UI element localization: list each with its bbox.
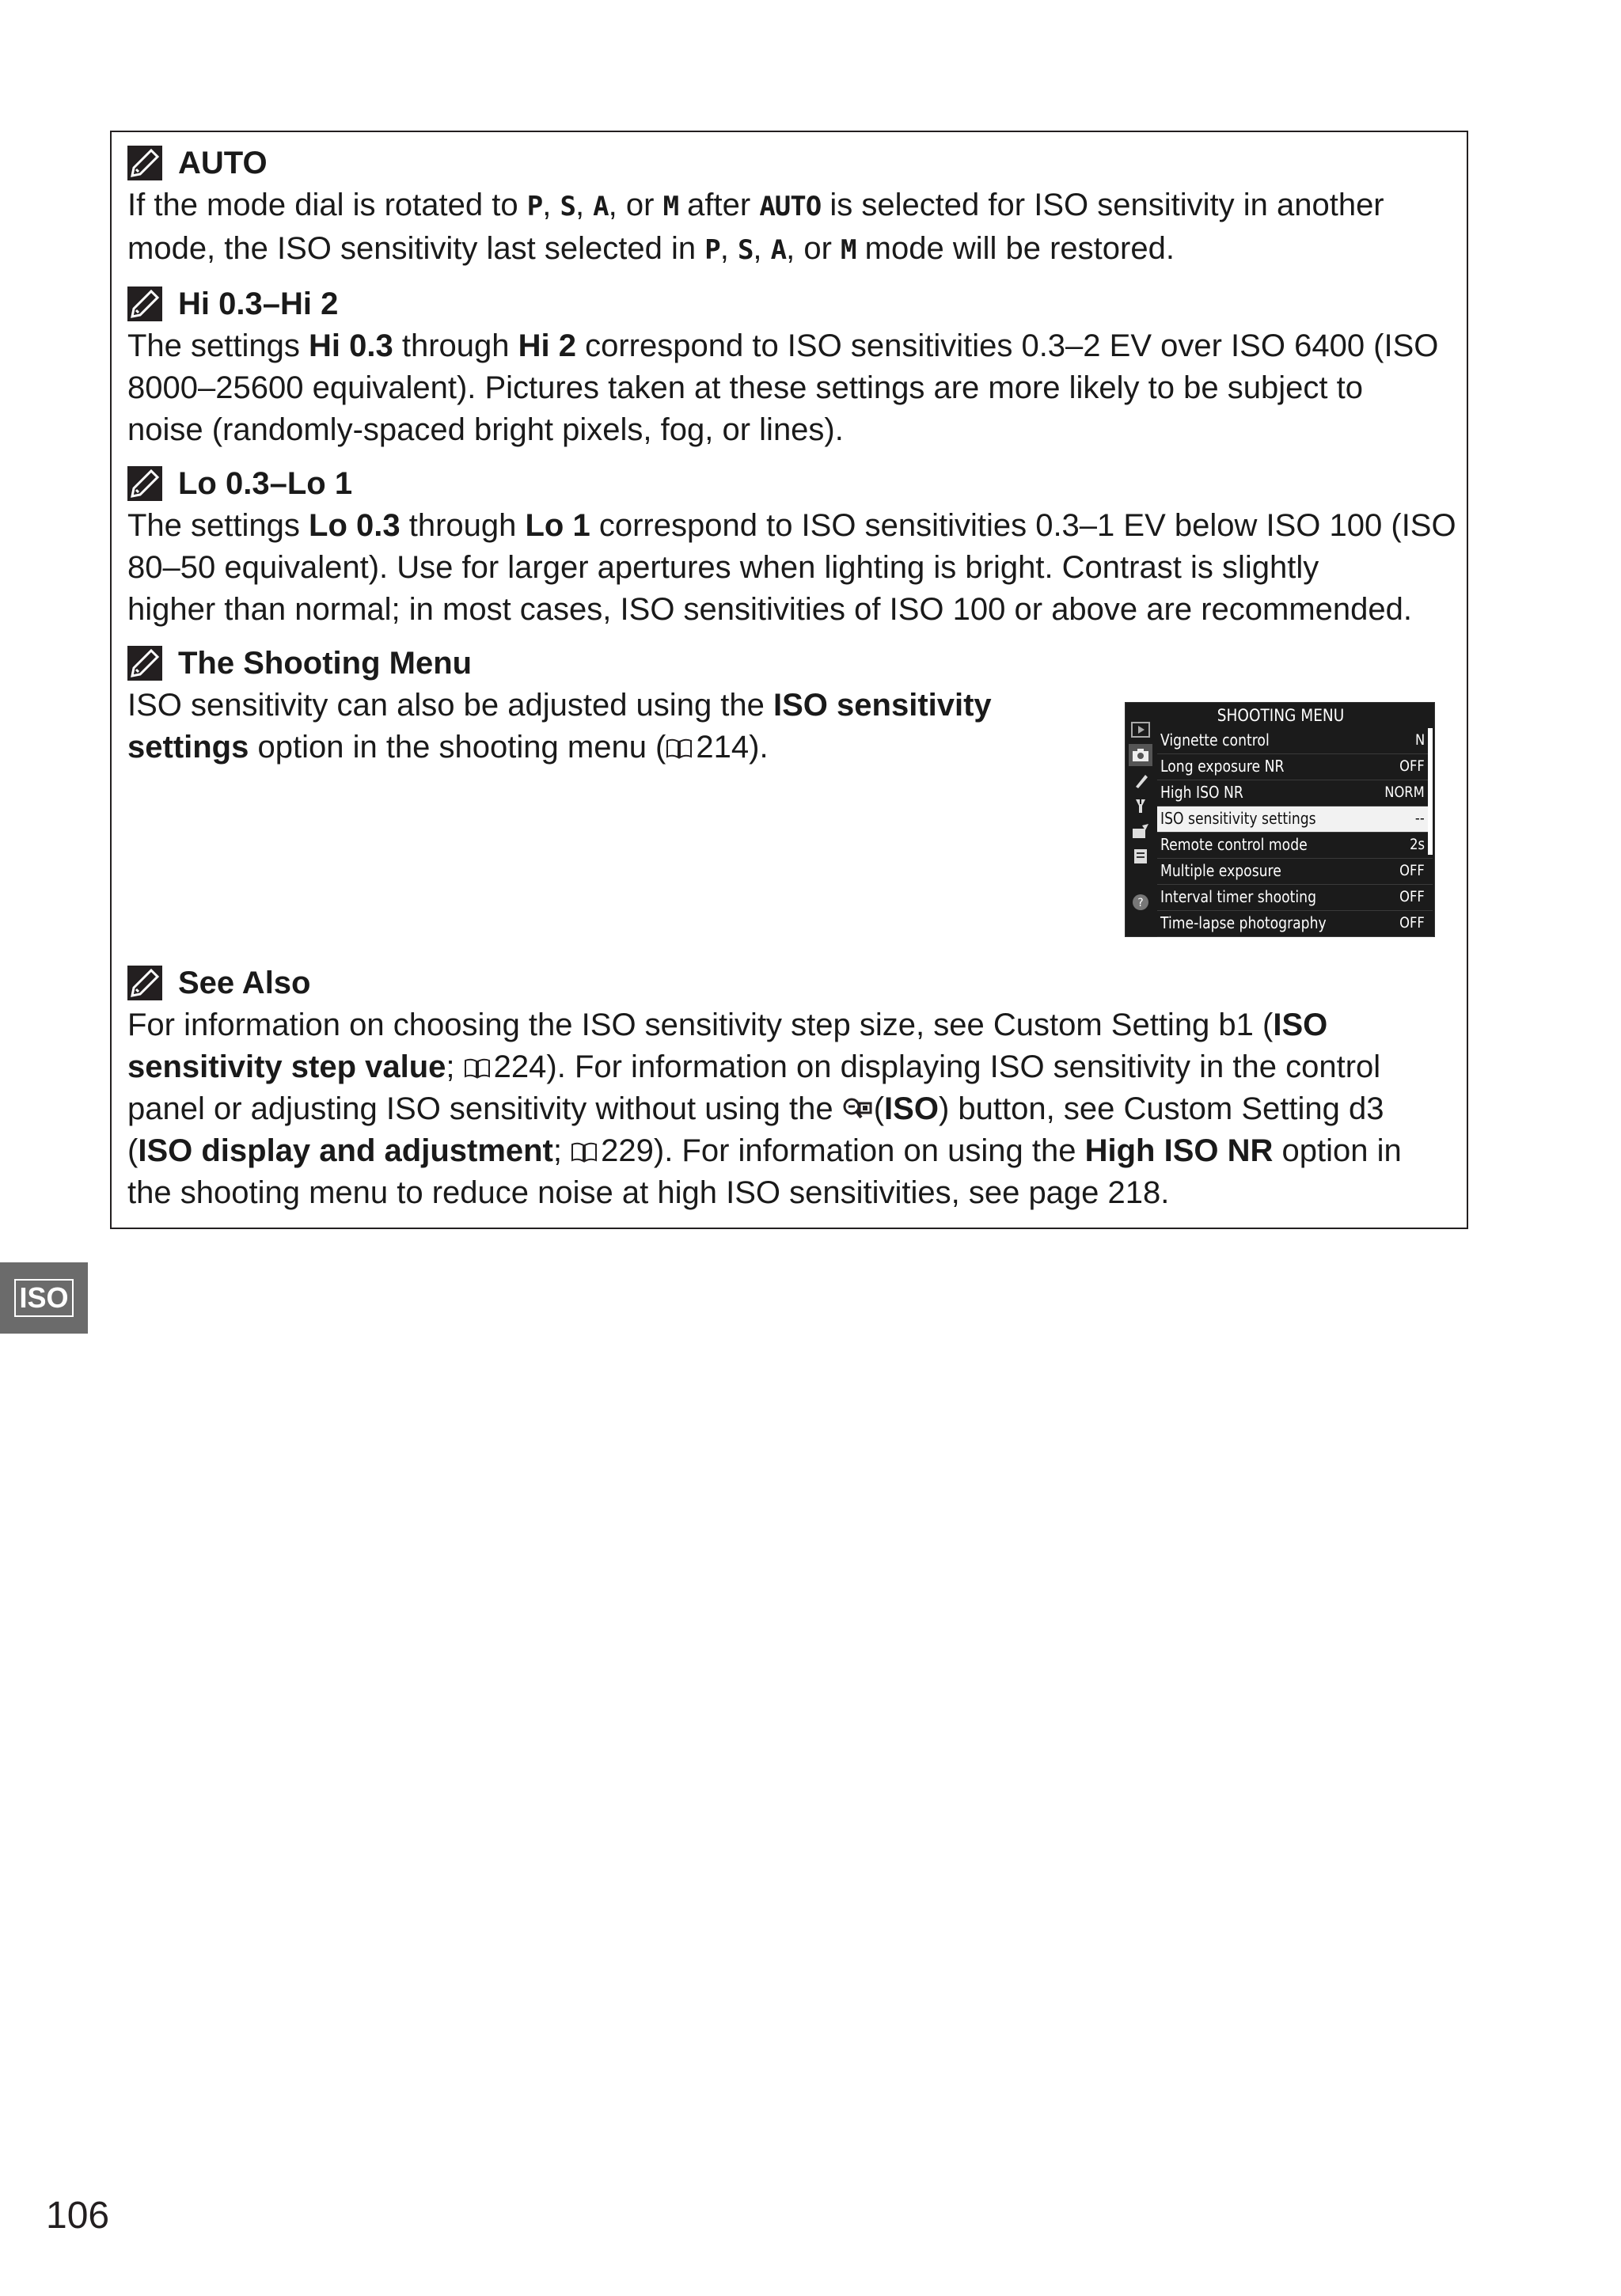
camera-menu-item-label: ISO sensitivity settings (1160, 809, 1316, 828)
book-reference-icon (666, 738, 693, 759)
text: option in the shooting menu ( (249, 730, 666, 765)
text: through (400, 508, 526, 543)
text: 80–50 equivalent). Use for larger apertures when lighting is bright. Contrast is slightly (127, 550, 1319, 585)
menu-item-ref: ISO sensitivity (773, 688, 992, 723)
camera-menu-item-label: High ISO NR (1160, 783, 1243, 802)
retouch-tab-icon (1129, 820, 1152, 842)
page-ref-link[interactable]: 224 (493, 1049, 547, 1084)
page-number: 106 (46, 2195, 110, 2237)
page-ref-link[interactable]: 229 (601, 1133, 654, 1168)
menu-item-ref: settings (127, 730, 249, 765)
camera-menu-item[interactable] (1157, 833, 1433, 859)
camera-menu-list (1157, 728, 1433, 937)
text: The settings (127, 328, 309, 363)
camera-menu-item-label: Remote control mode (1160, 835, 1308, 854)
text: correspond to ISO sensitivities 0.3–2 EV over ISO 6400 (ISO (575, 328, 1439, 363)
mode-m: M (662, 191, 679, 222)
camera-menu-item-value: OFF (1399, 862, 1425, 879)
iso-chapter-tab-label: ISO (14, 1279, 73, 1317)
camera-menu-tabs (1129, 719, 1154, 934)
note-lo-title: Lo 0.3–Lo 1 (178, 466, 353, 501)
setting-ref: High ISO NR (1084, 1133, 1274, 1168)
camera-menu-item-label: Long exposure NR (1160, 757, 1285, 776)
setting-lo-03: Lo 0.3 (309, 508, 401, 543)
text: ). For information on displaying ISO sensitivity in the control (546, 1049, 1381, 1084)
mode-s: S (560, 191, 575, 222)
note-see-also (127, 962, 1446, 1214)
pencil-note-icon (127, 646, 162, 681)
camera-menu-item-label: Interval timer shooting (1160, 887, 1316, 906)
note-see-also-body: For information on choosing the ISO sensitivity step size, see Custom Setting b1 (ISO sensitivity step value; 224). For information on displaying ISO sensitivity in the control panel or adjusting ISO sensitivity without using the (ISO) button, see Custom Setting d3 (ISO display and adjustment; 229). For information on using the High ISO NR option in the shooting menu to reduce noise at high ISO sensitivities, see page 218. (127, 1004, 1446, 1214)
note-see-also-title: See Also (178, 966, 311, 1000)
book-reference-icon (464, 1058, 491, 1079)
text: button, see Custom Setting d3 (949, 1091, 1384, 1126)
note-lo-body (127, 505, 1456, 631)
note-shooting-heading (127, 642, 1446, 685)
camera-menu-title: SHOOTING MENU (1217, 706, 1345, 725)
text: ISO sensitivity can also be adjusted using the (127, 688, 774, 723)
mode-p: P (526, 191, 543, 222)
text: ( (127, 1133, 139, 1168)
note-hi (127, 283, 1446, 451)
camera-menu-item[interactable] (1157, 780, 1433, 806)
camera-menu-item-label: Multiple exposure (1160, 861, 1281, 880)
mode-a: A (593, 191, 609, 222)
iso-chapter-tab[interactable] (0, 1262, 88, 1334)
note-hi-heading (127, 283, 1446, 325)
camera-menu-item-value: N (1414, 731, 1425, 749)
pencil-note-icon (127, 146, 162, 180)
camera-menu-item-value: -- (1415, 810, 1425, 827)
page-ref-link[interactable]: 214 (696, 730, 750, 765)
text: after (678, 188, 760, 222)
text: is selected for ISO sensitivity in another (821, 188, 1384, 222)
text: ). (749, 730, 769, 765)
camera-menu-item[interactable] (1157, 885, 1433, 911)
text: higher than normal; in most cases, ISO sensitivities of ISO 100 or above are recommended. (127, 592, 1413, 627)
text: For information on choosing the ISO sensitivity step size, see Custom Setting b1 ( (127, 1008, 1274, 1042)
camera-menu-item[interactable] (1157, 754, 1433, 780)
pencil-note-icon (127, 466, 162, 501)
note-shooting-title: The Shooting Menu (178, 646, 473, 681)
camera-menu-screenshot (1125, 702, 1435, 937)
mode-a: A (770, 234, 787, 266)
text: mode will be restored. (856, 231, 1175, 266)
text: correspond to ISO sensitivities 0.3–1 EV below ISO 100 (ISO (590, 508, 1456, 543)
my-menu-tab-icon (1129, 845, 1152, 867)
pencil-note-icon (127, 966, 162, 1000)
note-auto (127, 142, 1446, 271)
camera-menu-item-value: OFF (1399, 757, 1425, 775)
note-auto-heading (127, 142, 1446, 184)
text: the shooting menu to reduce noise at high ISO sensitivities, see page 218. (127, 1175, 1170, 1210)
camera-menu-item[interactable] (1157, 859, 1433, 885)
setting-hi-2: Hi 2 (518, 328, 576, 363)
mode-auto: AUTO (759, 191, 822, 222)
wrench-tab-icon (1129, 795, 1152, 817)
note-lo (127, 462, 1456, 631)
text: mode, the ISO sensitivity last selected in (127, 231, 705, 266)
setting-lo-1: Lo 1 (525, 508, 590, 543)
camera-menu-item-value: NORM (1384, 784, 1425, 801)
note-hi-body (127, 325, 1446, 451)
pencil-tab-icon (1129, 769, 1152, 791)
note-see-also-heading (127, 962, 1446, 1004)
text: through (393, 328, 518, 363)
camera-menu-item[interactable] (1157, 911, 1433, 937)
setting-ref: sensitivity step value (127, 1049, 446, 1084)
pencil-note-icon (127, 287, 162, 321)
book-reference-icon (571, 1142, 598, 1163)
text: option in (1273, 1133, 1402, 1168)
camera-menu-item[interactable] (1157, 806, 1433, 833)
zoom-out-iso-button-icon (842, 1097, 872, 1122)
text: The settings (127, 508, 309, 543)
camera-menu-item-value: 2s (1410, 836, 1425, 853)
note-hi-title: Hi 0.3–Hi 2 (178, 287, 339, 321)
text: noise (randomly-spaced bright pixels, fog, or lines). (127, 412, 844, 447)
camera-menu-item-value: OFF (1399, 914, 1425, 932)
camera-menu-scrollbar (1428, 728, 1433, 855)
camera-menu-item-label: Vignette control (1160, 731, 1270, 750)
setting-ref: ISO (1273, 1008, 1328, 1042)
svg-text:?: ? (1137, 897, 1144, 909)
mode-m: M (841, 234, 856, 266)
camera-menu-item-label: Time-lapse photography (1160, 913, 1327, 932)
mode-p: P (704, 234, 720, 266)
camera-menu-item-value: OFF (1399, 888, 1425, 905)
notes-box (110, 131, 1468, 1229)
iso-button-label: ISO (884, 1091, 939, 1126)
camera-menu-item[interactable] (1157, 728, 1433, 754)
text: ; (446, 1049, 464, 1084)
setting-hi-03: Hi 0.3 (309, 328, 393, 363)
playback-tab-icon (1129, 719, 1152, 741)
note-lo-heading (127, 462, 1446, 505)
note-auto-body: If the mode dial is rotated to P, S, A, or M after AUTO is selected for ISO sensitivity in another mode, the ISO sensitivity last selected in P, S, A, or M mode will be restored. (127, 188, 1384, 266)
text: 8000–25600 equivalent). Pictures taken at these settings are more likely to be subject to (127, 370, 1363, 405)
text: If the mode dial is rotated to (127, 188, 527, 222)
camera-tab-icon (1129, 744, 1152, 766)
setting-ref: ISO display and adjustment (138, 1133, 553, 1168)
text: ). For information on using the (653, 1133, 1085, 1168)
note-auto-title: AUTO (178, 146, 268, 180)
mode-s: S (737, 234, 754, 266)
text: panel or adjusting ISO sensitivity without using the (127, 1091, 842, 1126)
text: ; (552, 1133, 571, 1168)
help-icon (1129, 891, 1152, 913)
